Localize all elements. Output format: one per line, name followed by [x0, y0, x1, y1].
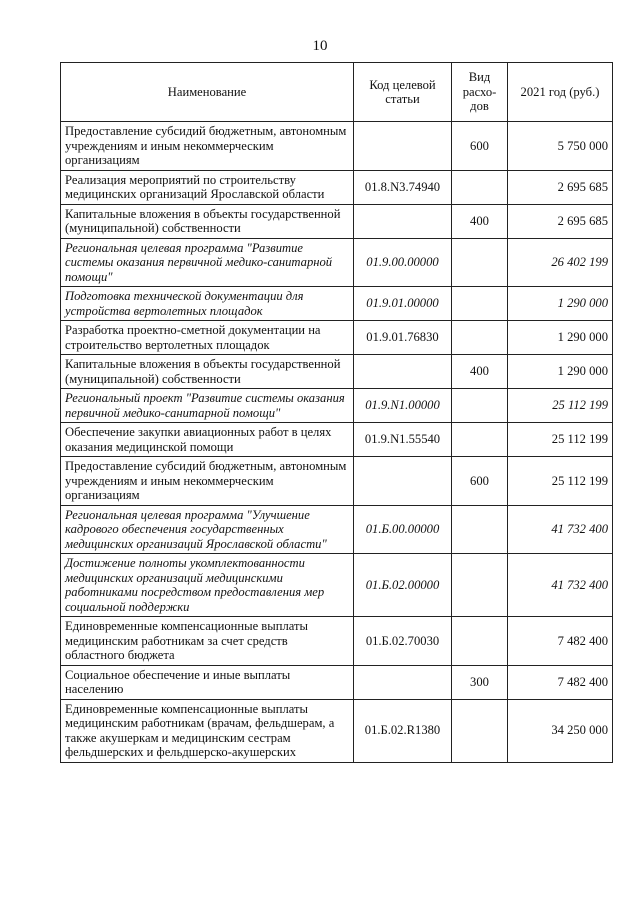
table-row — [61, 554, 613, 617]
table-row — [61, 423, 613, 457]
row-name: Региональная целевая программа "Развитие системы оказания первичной медико-санитарной помощи" — [61, 238, 354, 287]
table-row — [61, 170, 613, 204]
row-amount: 5 750 000 — [508, 122, 613, 171]
row-code: 01.Б.02.70030 — [354, 617, 452, 666]
header-expense-type: Вид расхо-дов — [452, 63, 508, 122]
row-amount: 34 250 000 — [508, 699, 613, 762]
row-name: Капитальные вложения в объекты государственной (муниципальной) собственности — [61, 204, 354, 238]
table-row — [61, 321, 613, 355]
row-name: Региональная целевая программа "Улучшение кадрового обеспечения государственных медицинских организаций Ярославской области" — [61, 505, 354, 554]
table-body — [61, 122, 613, 763]
row-name: Реализация мероприятий по строительству медицинских организаций Ярославской области — [61, 170, 354, 204]
row-expense-type — [452, 238, 508, 287]
table-row — [61, 505, 613, 554]
row-code: 01.9.N1.55540 — [354, 423, 452, 457]
row-code — [354, 665, 452, 699]
row-expense-type: 300 — [452, 665, 508, 699]
row-expense-type: 400 — [452, 355, 508, 389]
row-expense-type — [452, 423, 508, 457]
row-amount: 41 732 400 — [508, 554, 613, 617]
page-number: 10 — [312, 38, 328, 54]
row-name: Региональный проект "Развитие системы оказания первичной медико-санитарной помощи" — [61, 389, 354, 423]
row-expense-type — [452, 617, 508, 666]
row-code: 01.8.N3.74940 — [354, 170, 452, 204]
row-expense-type — [452, 505, 508, 554]
table-row — [61, 204, 613, 238]
row-code: 01.9.01.76830 — [354, 321, 452, 355]
row-name: Единовременные компенсационные выплаты медицинским работникам за счет средств областного бюджета — [61, 617, 354, 666]
row-expense-type — [452, 170, 508, 204]
row-code: 01.Б.02.R1380 — [354, 699, 452, 762]
row-name: Достижение полноты укомплектованности медицинских организаций медицинскими работниками посредством предоставления мер социальной поддержки — [61, 554, 354, 617]
row-amount: 7 482 400 — [508, 665, 613, 699]
table-row — [61, 617, 613, 666]
row-amount: 1 290 000 — [508, 355, 613, 389]
row-expense-type — [452, 287, 508, 321]
row-code — [354, 204, 452, 238]
row-name: Социальное обеспечение и иные выплаты населению — [61, 665, 354, 699]
row-amount: 1 290 000 — [508, 287, 613, 321]
table-row — [61, 355, 613, 389]
row-name: Капитальные вложения в объекты государственной (муниципальной) собственности — [61, 355, 354, 389]
row-code: 01.9.00.00000 — [354, 238, 452, 287]
row-code — [354, 122, 452, 171]
row-expense-type: 600 — [452, 122, 508, 171]
row-code: 01.Б.00.00000 — [354, 505, 452, 554]
row-expense-type: 400 — [452, 204, 508, 238]
row-name: Подготовка технической документации для устройства вертолетных площадок — [61, 287, 354, 321]
row-amount: 25 112 199 — [508, 423, 613, 457]
row-name: Предоставление субсидий бюджетным, автономным учреждениям и иным некоммерческим организациям — [61, 457, 354, 506]
row-expense-type — [452, 699, 508, 762]
row-code: 01.9.N1.00000 — [354, 389, 452, 423]
row-expense-type — [452, 389, 508, 423]
table-header-row — [61, 63, 613, 122]
header-code: Код целевой статьи — [354, 63, 452, 122]
row-code — [354, 457, 452, 506]
header-year: 2021 год (руб.) — [508, 63, 613, 122]
row-amount: 1 290 000 — [508, 321, 613, 355]
header-name: Наименование — [61, 63, 354, 122]
row-amount: 2 695 685 — [508, 204, 613, 238]
row-amount: 7 482 400 — [508, 617, 613, 666]
row-amount: 26 402 199 — [508, 238, 613, 287]
table-row — [61, 389, 613, 423]
table-row — [61, 238, 613, 287]
table-row — [61, 699, 613, 762]
row-expense-type — [452, 321, 508, 355]
row-code: 01.Б.02.00000 — [354, 554, 452, 617]
row-name: Обеспечение закупки авиационных работ в целях оказания медицинской помощи — [61, 423, 354, 457]
row-name: Разработка проектно-сметной документации на строительство вертолетных площадок — [61, 321, 354, 355]
row-expense-type — [452, 554, 508, 617]
row-amount: 2 695 685 — [508, 170, 613, 204]
row-amount: 25 112 199 — [508, 389, 613, 423]
row-code — [354, 355, 452, 389]
row-amount: 41 732 400 — [508, 505, 613, 554]
table-row — [61, 287, 613, 321]
table-row — [61, 665, 613, 699]
budget-table — [60, 62, 613, 763]
table-row — [61, 122, 613, 171]
table-row — [61, 457, 613, 506]
row-expense-type: 600 — [452, 457, 508, 506]
row-code: 01.9.01.00000 — [354, 287, 452, 321]
row-name: Единовременные компенсационные выплаты медицинским работникам (врачам, фельдшерам, а также акушеркам и медицинским сестрам фельдшерских и фельдшерско-акушерских — [61, 699, 354, 762]
row-amount: 25 112 199 — [508, 457, 613, 506]
row-name: Предоставление субсидий бюджетным, автономным учреждениям и иным некоммерческим организациям — [61, 122, 354, 171]
